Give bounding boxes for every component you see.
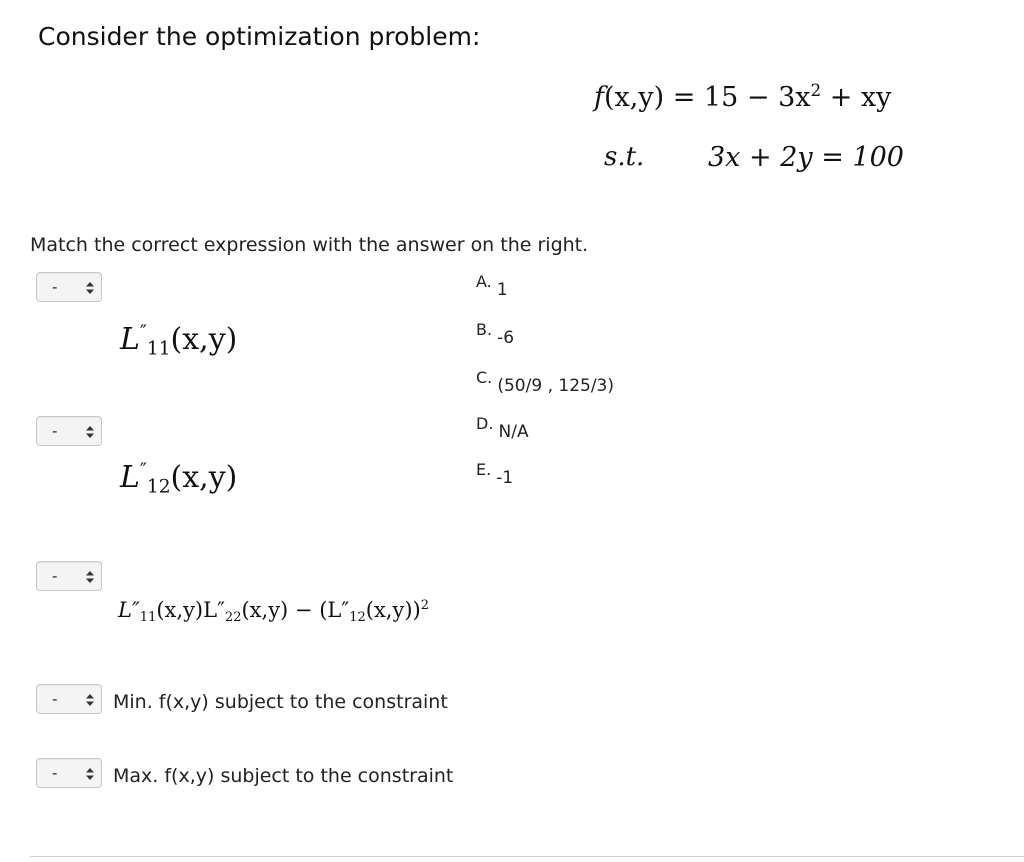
answer-value: -6 xyxy=(497,328,515,348)
hessian-exponent: 2 xyxy=(420,598,429,614)
answer-letter: E. xyxy=(476,460,492,479)
objective-exponent: 2 xyxy=(810,79,822,100)
constraint-equation: 3x + 2y = 100 xyxy=(708,142,904,173)
answer-select-5[interactable] xyxy=(36,758,102,788)
up-down-chevron-icon xyxy=(85,693,95,707)
prompt-l12-base: L xyxy=(120,460,140,495)
prompt-l12-args: (x,y) xyxy=(170,460,238,495)
answer-value: -1 xyxy=(496,468,514,488)
objective-args: (x,y) = 15 − 3x xyxy=(604,82,811,113)
answer-select-1[interactable] xyxy=(36,272,102,302)
up-down-chevron-icon xyxy=(85,570,95,584)
hessian-sub-b: 22 xyxy=(224,609,242,625)
prompt-l11-base: L xyxy=(120,322,140,357)
hessian-args-b: (x,y) − (L″ xyxy=(241,598,350,622)
prompt-hessian-determinant xyxy=(118,598,429,625)
prompt-l12-prime: ″ xyxy=(139,459,147,481)
answer-letter: D. xyxy=(476,414,494,433)
answer-letter: A. xyxy=(476,272,492,291)
up-down-chevron-icon xyxy=(85,281,95,295)
answer-select-3[interactable] xyxy=(36,561,102,591)
select-value: - xyxy=(52,567,58,585)
bottom-divider xyxy=(30,856,1024,857)
prompt-l11-args: (x,y) xyxy=(170,322,238,357)
prompt-l12 xyxy=(120,459,238,498)
instruction-text: Match the correct expression with the answer on the right. xyxy=(30,234,589,256)
hessian-args-c: (x,y)) xyxy=(365,598,421,622)
objective-rest: + xy xyxy=(821,82,892,113)
hessian-term-a: L″ xyxy=(118,598,140,622)
up-down-chevron-icon xyxy=(85,767,95,781)
hessian-sub-a: 11 xyxy=(139,609,157,625)
prompt-l11-prime: ″ xyxy=(139,321,147,343)
prompt-max-constraint: Max. f(x,y) subject to the constraint xyxy=(113,765,454,787)
question-title: Consider the optimization problem: xyxy=(38,22,481,51)
answer-b xyxy=(476,320,515,348)
answer-e xyxy=(476,460,514,488)
select-value: - xyxy=(52,422,58,440)
answer-value: N/A xyxy=(498,422,529,442)
answer-c xyxy=(476,368,615,396)
answer-d xyxy=(476,414,529,442)
prompt-l11-sub: 11 xyxy=(146,338,171,360)
up-down-chevron-icon xyxy=(85,425,95,439)
answer-letter: C. xyxy=(476,368,493,387)
prompt-l11 xyxy=(120,321,238,360)
select-value: - xyxy=(52,690,58,708)
hessian-args-a: (x,y)L″ xyxy=(156,598,225,622)
select-value: - xyxy=(52,278,58,296)
objective-f: f xyxy=(594,82,604,113)
subject-to-label: s.t. xyxy=(604,142,645,172)
hessian-sub-c: 12 xyxy=(349,609,366,625)
answer-value: (50/9 , 125/3) xyxy=(497,376,615,396)
answer-a xyxy=(476,272,508,300)
select-value: - xyxy=(52,764,58,782)
answer-select-4[interactable] xyxy=(36,684,102,714)
prompt-l12-sub: 12 xyxy=(146,476,171,498)
objective-function xyxy=(594,79,892,113)
answer-select-2[interactable] xyxy=(36,416,102,446)
answer-value: 1 xyxy=(496,280,508,300)
prompt-min-constraint: Min. f(x,y) subject to the constraint xyxy=(113,691,448,713)
answer-letter: B. xyxy=(476,320,493,339)
